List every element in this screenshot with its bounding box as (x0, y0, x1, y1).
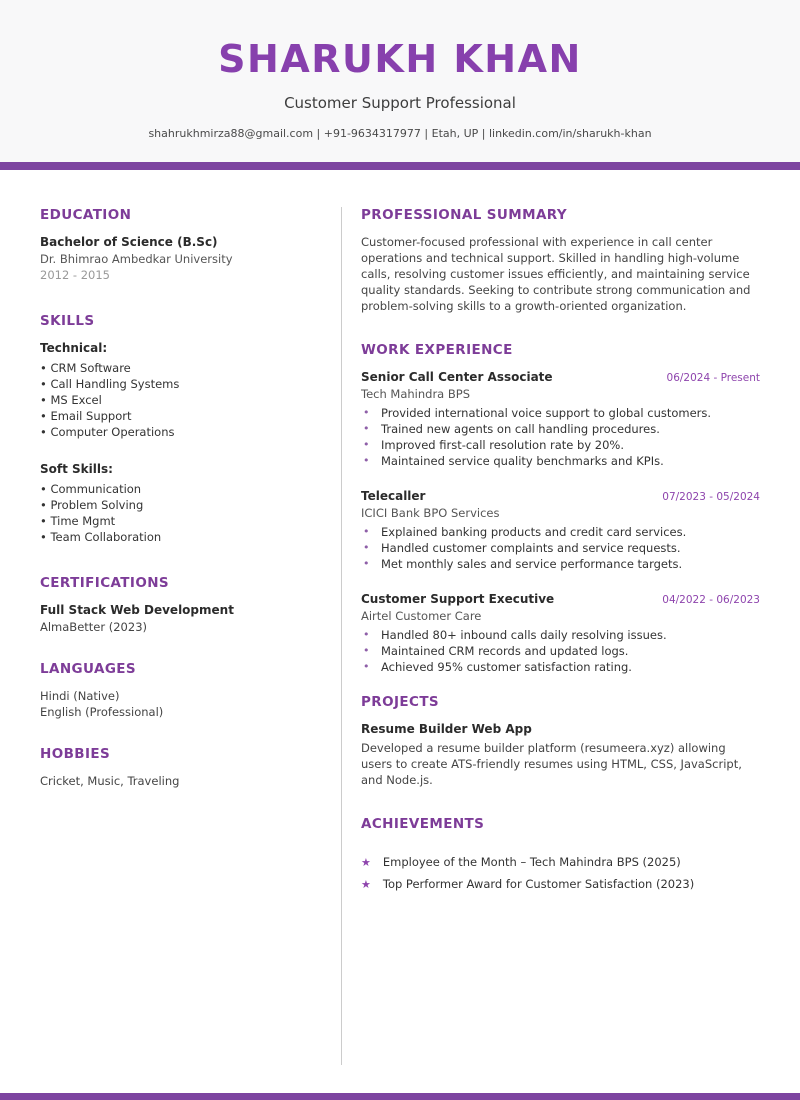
spacer (361, 314, 760, 342)
job-header (361, 488, 760, 505)
job-title: Senior Call Center Associate (361, 370, 553, 384)
skill-item: • MS Excel (40, 392, 312, 408)
education-school: Dr. Bhimrao Ambedkar University (40, 252, 233, 266)
spacer (361, 788, 760, 816)
job-bullet: • Trained new agents on call handling procedures. (361, 421, 760, 437)
job-entry (361, 488, 760, 572)
job-dates: 07/2023 - 05/2024 (662, 491, 760, 503)
candidate-name: SHARUKH KHAN (218, 37, 582, 81)
language-item: Hindi (Native) (40, 689, 120, 703)
experience-heading: WORK EXPERIENCE (361, 342, 513, 358)
candidate-title: Customer Support Professional (284, 94, 516, 112)
skill-item: • Email Support (40, 408, 312, 424)
achievement-item (361, 855, 760, 870)
job-title: Customer Support Executive (361, 592, 555, 606)
bottom-accent-bar (0, 1093, 800, 1100)
spacer (40, 635, 312, 661)
job-company: Airtel Customer Care (361, 609, 482, 623)
achievements-heading: ACHIEVEMENTS (361, 816, 485, 832)
summary-heading: PROFESSIONAL SUMMARY (361, 207, 568, 223)
job-company: ICICI Bank BPO Services (361, 506, 500, 520)
skill-item: • Problem Solving (40, 497, 312, 513)
certification-issuer: AlmaBetter (2023) (40, 620, 147, 634)
hobbies-text: Cricket, Music, Traveling (40, 774, 180, 788)
section-certifications (40, 575, 312, 635)
achievement-text: Employee of the Month – Tech Mahindra BPS (2025) (382, 855, 681, 869)
education-years: 2012 - 2015 (40, 268, 110, 282)
project-description: Developed a resume builder platform (resumeera.xyz) allowing users to create ATS-friendly resumes using HTML, CSS, JavaScript, and Node.js. (361, 741, 742, 787)
achievement-text: Top Performer Award for Customer Satisfaction (2023) (382, 877, 695, 891)
job-header (361, 369, 760, 386)
job-header (361, 591, 760, 608)
job-bullet: • Handled 80+ inbound calls daily resolving issues. (361, 627, 760, 643)
star-icon: ★ (361, 878, 371, 891)
skill-item: • Team Collaboration (40, 529, 312, 545)
section-hobbies (40, 746, 312, 789)
education-heading: EDUCATION (40, 207, 132, 223)
job-bullet: • Met monthly sales and service performance targets. (361, 556, 760, 572)
achievement-item (361, 877, 760, 892)
job-dates: 06/2024 - Present (666, 372, 760, 384)
project-name: Resume Builder Web App (361, 722, 532, 736)
job-bullet-list (361, 627, 760, 675)
section-languages (40, 661, 312, 720)
job-company: Tech Mahindra BPS (361, 387, 471, 401)
section-skills (40, 313, 312, 545)
skill-item: • Computer Operations (40, 424, 312, 440)
soft-skills-label: Soft Skills: (40, 462, 113, 476)
star-icon: ★ (361, 856, 371, 869)
language-item: English (Professional) (40, 705, 164, 719)
job-dates: 04/2022 - 06/2023 (662, 594, 760, 606)
technical-skills-label: Technical: (40, 341, 108, 355)
section-experience (361, 342, 760, 675)
spacer (40, 720, 312, 746)
contact-info: shahrukhmirza88@gmail.com | +91-9634317977 | Etah, UP | linkedin.com/in/sharukh-khan (148, 127, 652, 140)
resume-header (0, 0, 800, 162)
summary-text: Customer-focused professional with experience in call center operations and technical support. Skilled in handling high-volume calls, resolving customer issues efficiently, and maintaining service quality standards. Seeking to contribute strong communication and problem-solving skills to a growth-oriented organization. (361, 235, 751, 313)
job-bullet: • Achieved 95% customer satisfaction rating. (361, 659, 760, 675)
section-education (40, 207, 312, 283)
skills-heading: SKILLS (40, 313, 95, 329)
skill-item: • Time Mgmt (40, 513, 312, 529)
column-divider (341, 207, 342, 1065)
section-summary (361, 207, 760, 314)
job-bullet-list (361, 405, 760, 469)
top-accent-bar (0, 162, 800, 170)
job-bullet: • Maintained CRM records and updated logs. (361, 643, 760, 659)
skill-item: • Call Handling Systems (40, 376, 312, 392)
job-bullet: • Improved first-call resolution rate by 20%. (361, 437, 760, 453)
languages-heading: LANGUAGES (40, 661, 137, 677)
certification-name: Full Stack Web Development (40, 603, 234, 617)
job-entry (361, 591, 760, 675)
education-degree: Bachelor of Science (B.Sc) (40, 235, 218, 249)
spacer (361, 843, 760, 855)
skill-item: • Communication (40, 481, 312, 497)
job-bullet: • Maintained service quality benchmarks and KPIs. (361, 453, 760, 469)
job-title: Telecaller (361, 489, 426, 503)
right-column (342, 207, 800, 899)
job-bullet: • Provided international voice support to global customers. (361, 405, 760, 421)
skill-item: • CRM Software (40, 360, 312, 376)
job-bullet: • Handled customer complaints and service requests. (361, 540, 760, 556)
resume-body (0, 170, 800, 899)
job-bullet: • Explained banking products and credit card services. (361, 524, 760, 540)
hobbies-heading: HOBBIES (40, 746, 111, 762)
section-achievements (361, 816, 760, 892)
job-entry (361, 369, 760, 469)
technical-skills-list (40, 360, 312, 440)
soft-skills-list (40, 481, 312, 545)
section-projects (361, 694, 760, 788)
certifications-heading: CERTIFICATIONS (40, 575, 170, 591)
left-column (0, 207, 342, 899)
projects-heading: PROJECTS (361, 694, 440, 710)
job-bullet-list (361, 524, 760, 572)
